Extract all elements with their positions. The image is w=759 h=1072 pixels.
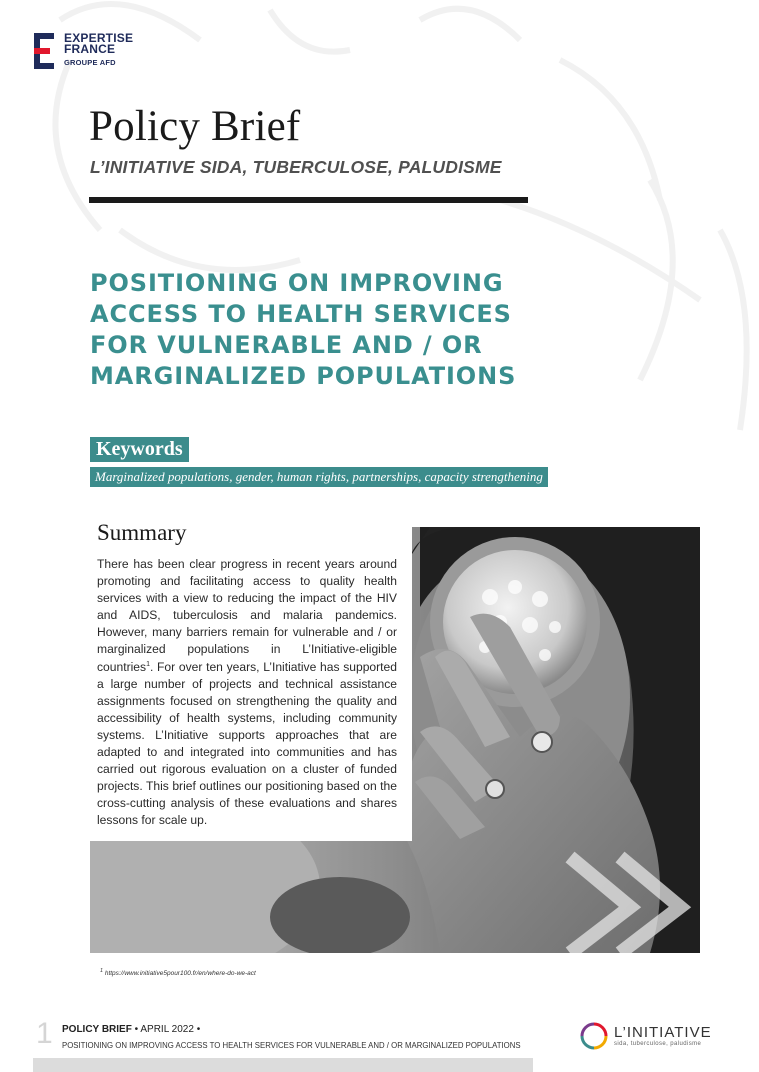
initiative-ring-icon xyxy=(580,1022,608,1050)
logo-line-1: EXPERTISE xyxy=(64,31,134,45)
footnote-url[interactable]: https://www.initiative5pour100.fr/en/where-do-we-act xyxy=(104,970,256,978)
keywords-label: Keywords xyxy=(90,437,189,462)
summary-text-part-1: There has been clear progress in recent years around promoting and facilitating access to quality health services with a view to reducing the impact of the HIV and AIDS, tuberculosis and malaria pandemics. However, many barriers remain for vulnerable and / or marginalized populations in L’Initiative-eligible countries xyxy=(97,557,397,674)
headline-line-2: ACCESS TO HEALTH SERVICES xyxy=(90,300,512,328)
logo-line-3: GROUPE AFD xyxy=(64,58,116,67)
summary-text-part-2: . For over ten years, L’Initiative has supported a large number of projects and technical assistance assignments focused on strengthening the quality and accessibility of health systems, including community systems. L’Initiative supports approaches that are adapted to and integrated into communities and has carried out rigorous evaluation on a cluster of funded projects. This brief outlines our positioning based on the cross-cutting analysis of these evaluations and shares lessons for scale up. xyxy=(97,659,397,828)
initiative-logo xyxy=(580,1022,712,1050)
expertise-france-mark-icon xyxy=(34,33,56,69)
summary-text xyxy=(97,556,397,830)
logo-line-2: FRANCE xyxy=(64,42,116,56)
footer-doc-info xyxy=(62,1024,200,1035)
footer-separator-1: • xyxy=(134,1024,139,1035)
headline xyxy=(90,268,610,392)
initiative-name: L’INITIATIVE xyxy=(614,1024,712,1041)
expertise-france-wordmark xyxy=(64,33,133,68)
footnote-reference[interactable]: 1 xyxy=(146,660,150,668)
footnote xyxy=(100,968,256,977)
page-number: 1 xyxy=(36,1017,53,1050)
expertise-france-logo xyxy=(34,33,133,69)
headline-line-4: MARGINALIZED POPULATIONS xyxy=(90,362,517,390)
footnote-marker: 1 xyxy=(100,968,104,974)
headline-line-3: FOR VULNERABLE AND / OR xyxy=(90,331,483,359)
footer-doc-type: POLICY BRIEF xyxy=(62,1024,132,1035)
headline-line-1: POSITIONING ON IMPROVING xyxy=(90,269,504,297)
footer-separator-2: • xyxy=(196,1024,201,1035)
page-title: Policy Brief xyxy=(89,103,301,150)
initiative-tagline: sida, tuberculose, paludisme xyxy=(614,1041,702,1047)
footer-running-title: POSITIONING ON IMPROVING ACCESS TO HEALTH SERVICES FOR VULNERABLE AND / OR MARGINALIZED POPULATIONS xyxy=(62,1041,521,1050)
footer-date: APRIL 2022 xyxy=(140,1024,194,1035)
footer-bar xyxy=(33,1058,533,1072)
summary-title: Summary xyxy=(97,520,187,545)
title-divider xyxy=(89,197,528,203)
page-subtitle: L’INITIATIVE SIDA, TUBERCULOSE, PALUDISME xyxy=(90,157,502,177)
keywords-list: Marginalized populations, gender, human rights, partnerships, capacity strengthening xyxy=(90,467,548,487)
summary-section xyxy=(90,517,412,841)
